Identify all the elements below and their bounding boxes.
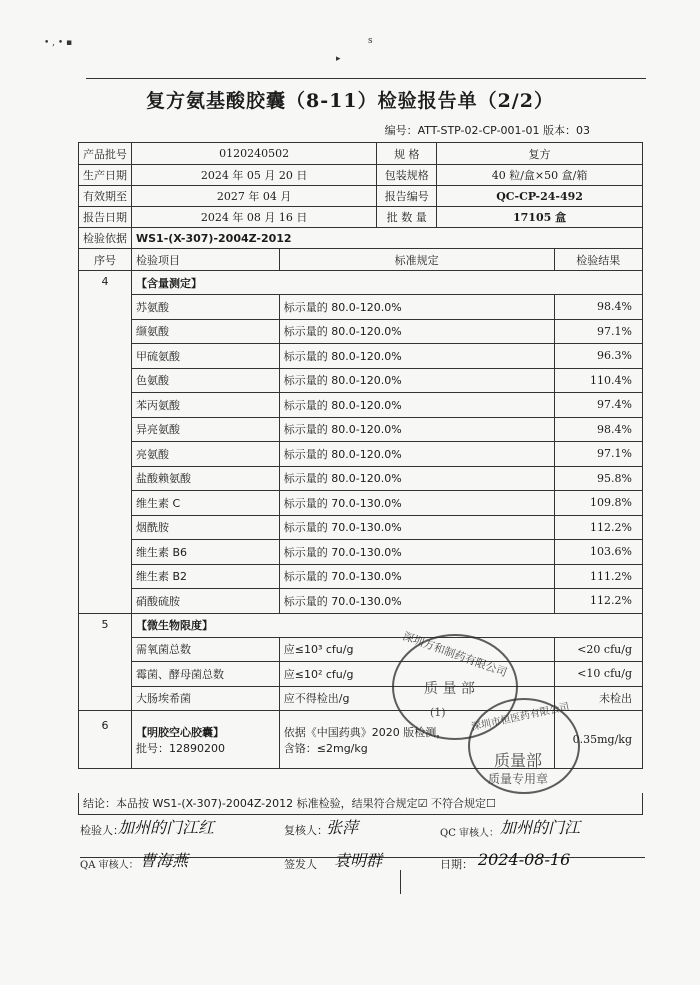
test-standard: 标示量的 70.0-130.0% — [279, 589, 554, 614]
table-row — [79, 442, 643, 467]
section-header-row — [79, 271, 643, 295]
table-row — [79, 589, 643, 614]
test-item — [132, 711, 280, 769]
qc-label: QC 审核人： — [440, 828, 500, 839]
stamp-text: 质量专用章 — [488, 772, 549, 786]
scan-speck: ▸ — [336, 54, 341, 64]
date-handwritten: 2024-08-16 — [478, 850, 571, 869]
basis-value: WS1-(X-307)-2004Z-2012 — [132, 228, 643, 249]
col-std: 标准规定 — [279, 249, 554, 271]
test-result: 95.8% — [554, 466, 642, 491]
test-result: 0.35mg/kg — [554, 711, 642, 769]
stamp-text: 质 量 部 — [424, 681, 475, 697]
table-row — [79, 368, 643, 393]
qa-signature: 曹海燕 — [140, 851, 189, 870]
test-standard: 标示量的 80.0-120.0% — [279, 368, 554, 393]
test-result: 103.6% — [554, 540, 642, 565]
test-item: 维生素 C — [132, 491, 280, 516]
top-rule — [86, 78, 646, 79]
reviewer-signature: 张萍 — [326, 818, 359, 837]
table-row — [79, 295, 643, 320]
section-number: 6 — [79, 711, 132, 769]
table-row — [79, 417, 643, 442]
basis-label: 检验依据 — [79, 228, 132, 249]
col-result: 检验结果 — [554, 249, 642, 271]
test-item: 甲硫氨酸 — [132, 344, 280, 369]
test-result: 未检出 — [554, 686, 642, 711]
scan-speck: s — [368, 36, 373, 46]
test-item: 亮氨酸 — [132, 442, 280, 467]
test-item: 需氧菌总数 — [132, 637, 280, 662]
test-standard: 标示量的 70.0-130.0% — [279, 515, 554, 540]
test-standard: 应≤10³ cfu/g — [279, 637, 554, 662]
test-standard: 标示量的 70.0-130.0% — [279, 564, 554, 589]
table-row — [79, 491, 643, 516]
section-header-row — [79, 613, 643, 637]
table-row — [79, 515, 643, 540]
test-item: 硝酸硫胺 — [132, 589, 280, 614]
test-result: <20 cfu/g — [554, 637, 642, 662]
test-result: 97.4% — [554, 393, 642, 418]
test-standard: 标示量的 80.0-120.0% — [279, 344, 554, 369]
test-result: 109.8% — [554, 491, 642, 516]
info-value: 0120240502 — [132, 143, 377, 165]
date-label: 日期： — [440, 858, 473, 871]
pen-stroke — [400, 870, 401, 894]
test-result: 98.4% — [554, 417, 642, 442]
table-row — [79, 637, 643, 662]
info-label: 有效期至 — [79, 186, 132, 207]
scan-speck: • , • ▪ — [44, 38, 73, 48]
table-row — [79, 393, 643, 418]
info-value: 2024 年 05 月 20 日 — [132, 165, 377, 186]
test-item: 大肠埃希菌 — [132, 686, 280, 711]
table-row — [79, 319, 643, 344]
info-row — [79, 186, 643, 207]
info-value: 复方 — [437, 143, 643, 165]
info-label: 报告日期 — [79, 207, 132, 228]
stamp-text: (1) — [430, 706, 446, 719]
table-row — [79, 344, 643, 369]
info-label: 批 数 量 — [377, 207, 437, 228]
standard-line: 含铬：≤2mg/kg — [283, 741, 368, 755]
reviewer-label: 复核人： — [284, 824, 328, 837]
test-standard: 标示量的 80.0-120.0% — [279, 466, 554, 491]
qc-signature: 加州的门江 — [500, 818, 581, 837]
section-title: 【含量测定】 — [132, 271, 643, 295]
report-table — [78, 142, 643, 769]
test-standard: 应不得检出/g — [279, 686, 554, 711]
inspector-signature: 加州的门江红 — [118, 818, 215, 837]
section-title: 【明胶空心胶囊】 — [136, 725, 224, 739]
table-row — [79, 466, 643, 491]
test-standard: 标示量的 80.0-120.0% — [279, 417, 554, 442]
test-standard: 标示量的 70.0-130.0% — [279, 491, 554, 516]
test-item: 维生素 B2 — [132, 564, 280, 589]
stamp-text: 质量部 — [494, 751, 543, 770]
report-title: 复方氨基酸胶囊（8-11）检验报告单（2/2） — [146, 90, 554, 112]
capsule-batch: 批号：12890200 — [136, 741, 225, 755]
info-label: 规 格 — [377, 143, 437, 165]
info-label: 包装规格 — [377, 165, 437, 186]
test-item: 维生素 B6 — [132, 540, 280, 565]
col-item: 检验项目 — [132, 249, 280, 271]
test-result: 98.4% — [554, 295, 642, 320]
test-item: 盐酸赖氨酸 — [132, 466, 280, 491]
test-item: 缬氨酸 — [132, 319, 280, 344]
test-result: 111.2% — [554, 564, 642, 589]
table-row — [79, 564, 643, 589]
stamp-text: 深圳市恒医药有限公司 — [470, 701, 571, 734]
info-value: QC-CP-24-492 — [437, 186, 643, 207]
basis-row — [79, 228, 643, 249]
issuer-signature: 袁明群 — [334, 851, 383, 870]
table-row — [79, 662, 643, 687]
section-title: 【微生物限度】 — [132, 613, 643, 637]
info-value: 40 粒/盒×50 盒/箱 — [437, 165, 643, 186]
test-result: 112.2% — [554, 515, 642, 540]
section-number: 4 — [79, 271, 132, 614]
test-result: 97.1% — [554, 319, 642, 344]
test-item: 烟酰胺 — [132, 515, 280, 540]
section-number: 5 — [79, 613, 132, 711]
test-standard: 标示量的 80.0-120.0% — [279, 295, 554, 320]
test-item: 苏氨酸 — [132, 295, 280, 320]
test-standard: 标示量的 80.0-120.0% — [279, 442, 554, 467]
info-row — [79, 165, 643, 186]
test-standard: 应≤10² cfu/g — [279, 662, 554, 687]
col-no: 序号 — [79, 249, 132, 271]
info-label: 产品批号 — [79, 143, 132, 165]
test-result: 110.4% — [554, 368, 642, 393]
inspector-label: 检验人： — [80, 824, 124, 837]
test-item: 异亮氨酸 — [132, 417, 280, 442]
info-label: 报告编号 — [377, 186, 437, 207]
qa-label: QA 审核人： — [80, 860, 139, 871]
conclusion: 结论：本品按 WS1-(X-307)-2004Z-2012 标准检验，结果符合规定☑ 不符合规定☐ — [78, 793, 643, 815]
test-result: 96.3% — [554, 344, 642, 369]
info-value: 17105 盒 — [437, 207, 643, 228]
info-row — [79, 143, 643, 165]
table-row — [79, 540, 643, 565]
info-value: 2027 年 04 月 — [132, 186, 377, 207]
issuer-label: 签发人 — [284, 858, 317, 871]
test-item: 苯丙氨酸 — [132, 393, 280, 418]
info-value: 2024 年 08 月 16 日 — [132, 207, 377, 228]
test-standard: 标示量的 70.0-130.0% — [279, 540, 554, 565]
test-item: 色氨酸 — [132, 368, 280, 393]
test-standard: 标示量的 80.0-120.0% — [279, 319, 554, 344]
test-result: 97.1% — [554, 442, 642, 467]
document-number: 编号：ATT-STP-02-CP-001-01 版本：03 — [384, 124, 590, 137]
info-label: 生产日期 — [79, 165, 132, 186]
test-result: 112.2% — [554, 589, 642, 614]
test-standard: 标示量的 80.0-120.0% — [279, 393, 554, 418]
test-item: 霉菌、酵母菌总数 — [132, 662, 280, 687]
standard-line: 依据《中国药典》2020 版检测， — [283, 725, 448, 739]
test-result: <10 cfu/g — [554, 662, 642, 687]
column-header-row — [79, 249, 643, 271]
stamp-text: 深圳万和制药有限公司 — [400, 629, 509, 680]
info-row — [79, 207, 643, 228]
